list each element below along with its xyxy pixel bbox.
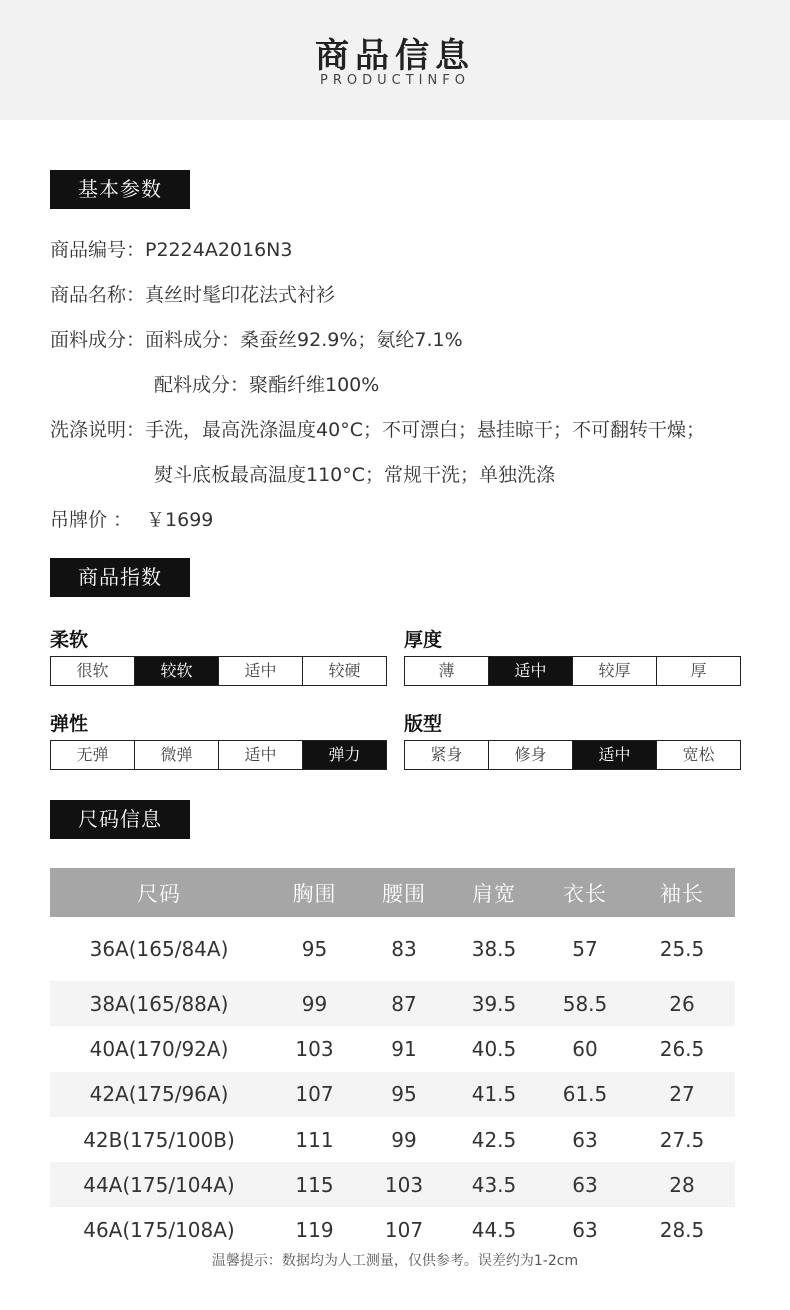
table-cell: 42.5 xyxy=(471,1127,517,1152)
table-row xyxy=(50,1026,735,1071)
measurement-note: 温馨提示：数据均为人工测量，仅供参考。误差约为1-2cm xyxy=(211,1253,579,1269)
size-table-header xyxy=(50,868,735,917)
table-cell: 91 xyxy=(391,1036,417,1061)
table-cell: 119 xyxy=(295,1218,334,1243)
scale-option: 修身 xyxy=(489,741,573,769)
table-cell: 27 xyxy=(629,1072,735,1117)
fit-title: 版型 xyxy=(404,713,443,735)
table-row xyxy=(50,981,735,1026)
section-label-basic: 基本参数 xyxy=(50,170,190,209)
product-no-value: P2224A2016N3 xyxy=(145,239,293,261)
scale-option: 很软 xyxy=(51,657,135,685)
table-row xyxy=(50,1207,735,1252)
table-cell: 28 xyxy=(629,1162,735,1207)
table-cell: 40A(170/92A) xyxy=(89,1036,229,1061)
product-name-key: 商品名称： xyxy=(50,284,146,306)
table-cell: 95 xyxy=(361,1072,447,1117)
scale-option: 微弹 xyxy=(135,741,219,769)
table-cell: 38A(165/88A) xyxy=(50,981,268,1026)
table-row xyxy=(50,1162,735,1207)
thickness-scale xyxy=(404,656,741,686)
table-row xyxy=(50,917,735,981)
section-label-index: 商品指数 xyxy=(50,558,190,597)
table-cell: 36A(165/84A) xyxy=(89,937,229,961)
table-cell: 63 xyxy=(572,1127,598,1152)
scale-option: 较厚 xyxy=(573,657,657,685)
column-header: 尺码 xyxy=(50,868,268,917)
table-cell: 26 xyxy=(629,981,735,1026)
product-name-row xyxy=(50,283,335,307)
column-header: 衣长 xyxy=(541,868,629,917)
product-name-value: 真丝时髦印花法式衬衫 xyxy=(145,284,336,306)
fabric-row xyxy=(50,328,463,352)
table-cell: 43.5 xyxy=(447,1162,541,1207)
table-cell: 99 xyxy=(391,1127,417,1152)
table-cell: 39.5 xyxy=(447,981,541,1026)
scale-option: 较硬 xyxy=(328,661,361,680)
scale-option: 紧身 xyxy=(405,741,489,769)
header-banner xyxy=(0,0,790,120)
softness-scale xyxy=(50,656,387,686)
table-cell: 44A(175/104A) xyxy=(50,1162,268,1207)
price-value: ￥1699 xyxy=(146,509,214,531)
table-cell: 27.5 xyxy=(659,1127,705,1152)
table-cell: 103 xyxy=(295,1036,334,1061)
table-cell: 41.5 xyxy=(447,1072,541,1117)
page-subtitle: PRODUCTINFO xyxy=(320,73,470,88)
fit-scale xyxy=(404,740,741,770)
price-key: 吊牌价 ： xyxy=(50,509,133,531)
table-cell: 107 xyxy=(384,1218,424,1243)
table-cell: 115 xyxy=(268,1162,361,1207)
table-cell: 38.5 xyxy=(471,937,517,961)
scale-option: 适中 xyxy=(219,657,303,685)
table-cell: 57 xyxy=(572,937,598,961)
table-cell: 60 xyxy=(572,1036,598,1061)
table-cell: 111 xyxy=(295,1127,334,1152)
table-cell: 46A(175/108A) xyxy=(83,1218,235,1243)
table-cell: 99 xyxy=(268,981,361,1026)
scale-option: 适中 xyxy=(219,741,303,769)
fabric-value-secondary: 配料成分：聚酯纤维100% xyxy=(154,374,380,396)
column-header: 肩宽 xyxy=(447,868,541,917)
table-cell: 61.5 xyxy=(541,1072,629,1117)
thickness-title: 厚度 xyxy=(404,629,443,651)
size-table xyxy=(50,868,735,1253)
table-row xyxy=(50,1072,735,1117)
scale-option: 无弹 xyxy=(51,741,135,769)
softness-title: 柔软 xyxy=(50,629,89,651)
table-cell: 42B(175/100B) xyxy=(83,1127,235,1152)
table-cell: 44.5 xyxy=(471,1218,517,1243)
column-header: 袖长 xyxy=(629,868,735,917)
scale-option: 厚 xyxy=(690,661,707,680)
elasticity-title: 弹性 xyxy=(50,713,89,735)
table-cell: 95 xyxy=(301,937,328,961)
scale-option: 弹力 xyxy=(303,741,386,769)
page-title: 商品信息 xyxy=(315,36,475,76)
product-no-key: 商品编号： xyxy=(50,239,146,261)
scale-option: 适中 xyxy=(573,741,657,769)
table-cell: 107 xyxy=(268,1072,361,1117)
table-cell: 28.5 xyxy=(659,1218,705,1243)
table-cell: 83 xyxy=(391,937,417,961)
wash-value-2: 熨斗底板最高温度110°C；常规干洗；单独洗涤 xyxy=(154,464,556,486)
section-label-size: 尺码信息 xyxy=(50,800,190,839)
scale-option: 较软 xyxy=(135,657,219,685)
column-header: 胸围 xyxy=(268,868,361,917)
scale-option: 薄 xyxy=(405,657,489,685)
wash-row xyxy=(50,418,705,442)
fabric-key: 面料成分： xyxy=(50,329,146,351)
table-cell: 87 xyxy=(361,981,447,1026)
table-cell: 103 xyxy=(361,1162,447,1207)
wash-value-1: 手洗，最高洗涤温度40°C；不可漂白；悬挂晾干；不可翻转干燥； xyxy=(145,419,705,441)
column-header: 腰围 xyxy=(361,868,447,917)
elasticity-scale xyxy=(50,740,387,770)
fabric-value-main: 面料成分：桑蚕丝92.9%；氨纶7.1% xyxy=(145,329,463,351)
table-cell: 42A(175/96A) xyxy=(50,1072,268,1117)
table-cell: 40.5 xyxy=(471,1036,517,1061)
price-row xyxy=(50,508,213,532)
table-row xyxy=(50,1117,735,1162)
table-cell: 63 xyxy=(572,1218,598,1243)
size-table-body xyxy=(50,917,735,1253)
scale-option: 适中 xyxy=(489,657,573,685)
table-cell: 25.5 xyxy=(659,937,705,961)
product-no-row xyxy=(50,238,292,262)
scale-option: 宽松 xyxy=(682,745,715,764)
wash-key: 洗涤说明： xyxy=(50,419,146,441)
table-cell: 58.5 xyxy=(541,981,629,1026)
table-cell: 26.5 xyxy=(659,1036,705,1061)
table-cell: 63 xyxy=(541,1162,629,1207)
